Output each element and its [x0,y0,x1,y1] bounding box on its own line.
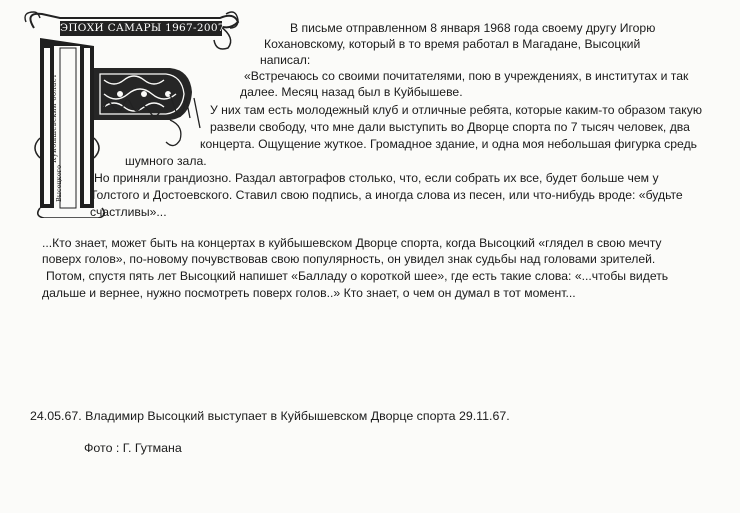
letter-line-4: «Встречаюсь со своими почитателями, пою в учреждениях, в институтах и так [244,69,689,83]
logo-band-text: Куйбышевский облает [50,73,58,163]
letter-line-8: концерта. Ощущение жуткое. Громадное здание, и одна моя небольшая фигурка средь [200,137,698,151]
letter-line-12: счастливы»... [90,205,167,219]
letter-line-1: В письме отправленном 8 января 1968 года своему другу Игорю [290,21,656,35]
logo-banner-title: ЭПОХИ САМАРЫ 1967-2007 [60,22,225,34]
letter-line-11: Толстого и Достоевского. Ставил свою подпись, а иногда слова из песен, или что-нибудь вроде: «будьте [90,188,683,202]
note-line-4: дальше и вернее, нужно посмотреть поверх голов..» Кто знает, о чем он думал в тот момент... [42,286,576,300]
letter-line-6: У них там есть молодежный клуб и отличные ребята, которые каким-то образом такую [210,103,702,117]
note-line-3: Потом, спустя пять лет Высоцкий напишет «Балладу о короткой шее», где есть такие слова: «...чтобы видеть [46,269,669,283]
note-line-1: ...Кто знает, может быть на концертах в куйбышевском Дворце спорта, когда Высоцкий «глядел в свою мечту [42,236,662,250]
note-line-2: поверх голов», по-новому почувствовав свою популярность, он увидел знак судьбы над головами зрителей. [42,252,656,266]
letter-line-2: Кохановскому, который в то время работал в Магадане, Высоцкий [264,37,641,51]
photo-credit: Фото : Г. Гутмана [84,441,182,455]
letter-line-9: шумного зала. [125,154,207,168]
logo-band-subtext: Высоцкого [55,165,63,202]
photo-caption: 24.05.67. Владимир Высоцкий выступает в Куйбышевском Дворце спорта 29.11.67. [30,409,510,423]
letter-line-5: далее. Месяц назад был в Куйбышеве. [240,85,463,99]
letter-line-10: Но приняли грандиозно. Раздал автографов столько, что, если собрать их все, будет больше чем у [94,171,659,185]
letter-line-3: написал: [260,53,311,67]
letter-line-7: развели свободу, что мне дали выступить во Дворце спорта по 7 тысяч человек, два [210,120,690,134]
